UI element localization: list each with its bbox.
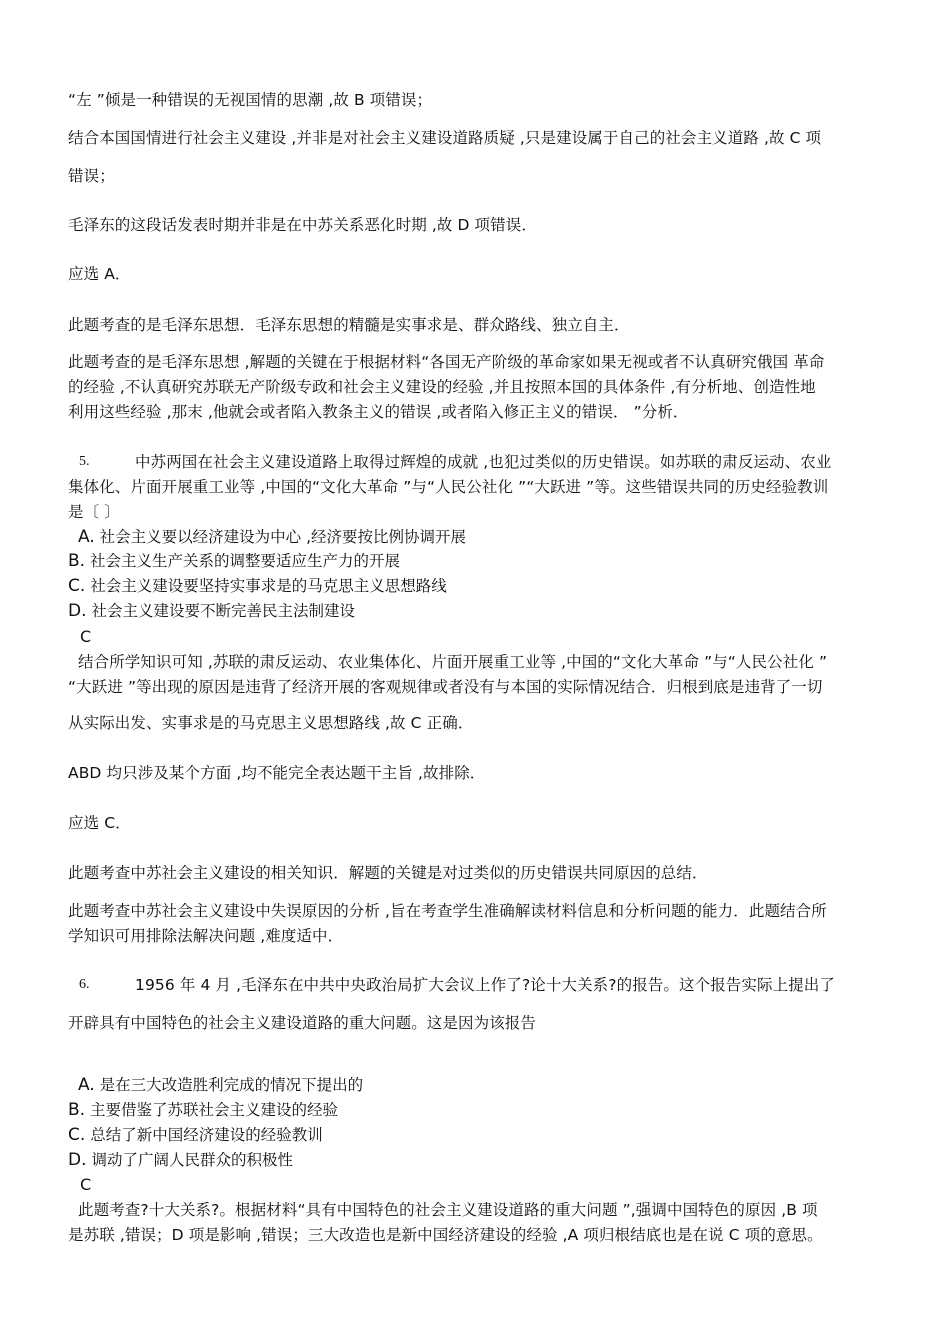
explanation-line: ABD 均只涉及某个方面 ,均不能完全表达题干主旨 ,故排除． (68, 764, 486, 782)
answer-line: 应选 A． (68, 265, 131, 283)
option-b (68, 1100, 338, 1120)
option-text: 是在三大改造胜利完成的情况下提出的 (99, 1076, 364, 1094)
option-a (78, 1075, 363, 1095)
option-text: 社会主义生产关系的调整要适应生产力的开展 (90, 552, 401, 570)
comment-line: 的经验 ,不认真研究苏联无产阶级专政和社会主义建设的经验 ,并且按照本国的具体条件 ,有分析地、创造性地 (68, 378, 816, 396)
option-letter: D. (68, 1150, 87, 1170)
question-stem: 1956 年 4 月 ,毛泽东在中共中央政治局扩大会议上作了?论十大关系?的报告。这个报告实际上提出了 (135, 976, 835, 994)
option-a (78, 527, 466, 547)
question-number: 6. (79, 977, 90, 992)
option-letter: C. (68, 576, 86, 596)
comment-line: 此题考查中苏社会主义建设中失误原因的分析 ,旨在考查学生准确解读材料信息和分析问题的能力．此题结合所 (68, 902, 827, 920)
option-c (68, 1125, 323, 1145)
answer-letter: C (80, 1175, 92, 1194)
answer-letter: C (80, 627, 92, 646)
option-letter: A. (78, 527, 95, 547)
option-letter: B. (68, 1100, 86, 1120)
option-text: 社会主义要以经济建设为中心 ,经济要按比例协调开展 (99, 528, 467, 546)
option-letter: B. (68, 551, 86, 571)
option-letter: D. (68, 601, 87, 621)
question-number: 5. (79, 454, 90, 469)
answer-line: 应选 C． (68, 814, 131, 832)
option-text: 总结了新中国经济建设的经验教训 (90, 1126, 323, 1144)
option-d (68, 1150, 293, 1170)
question-stem: 是〔 〕 (68, 503, 120, 521)
analysis-line: 此题考查中苏社会主义建设的相关知识．解题的关键是对过类似的历史错误共同原因的总结． (68, 864, 708, 882)
option-letter: A. (78, 1075, 95, 1095)
explanation-line: “左 ”倾是一种错误的无视国情的思潮 ,故 B 项错误； (68, 91, 433, 109)
option-b (68, 551, 400, 571)
analysis-line: 此题考查的是毛泽东思想．毛泽东思想的精髓是实事求是、群众路线、独立自主． (68, 316, 630, 334)
explanation-line: 毛泽东的这段话发表时期并非是在中苏关系恶化时期 ,故 D 项错误． (68, 216, 537, 234)
explanation-line: 此题考查?十大关系?。根据材料“具有中国特色的社会主义建设道路的重大问题 ”,强调中国特色的原因 ,B 项 (78, 1201, 818, 1219)
question-stem: 开辟具有中国特色的社会主义建设道路的重大问题。这是因为该报告 (68, 1014, 537, 1032)
option-d (68, 601, 355, 621)
comment-line: 利用这些经验 ,那末 ,他就会或者陷入教条主义的错误 ,或者陷入修正主义的错误． ”分析． (68, 403, 689, 421)
question-stem: 集体化、片面开展重工业等 ,中国的“文化大革命 ”与“人民公社化 ”“大跃进 ”等。这些错误共同的历史经验教训 (68, 478, 829, 496)
question-stem: 中苏两国在社会主义建设道路上取得过辉煌的成就 ,也犯过类似的历史错误。如苏联的肃反运动、农业 (135, 453, 832, 471)
option-c (68, 576, 447, 596)
option-letter: C. (68, 1125, 86, 1145)
option-text: 主要借鉴了苏联社会主义建设的经验 (90, 1101, 339, 1119)
option-text: 社会主义建设要不断完善民主法制建设 (91, 602, 355, 620)
explanation-line: 结合所学知识可知 ,苏联的肃反运动、农业集体化、片面开展重工业等 ,中国的“文化大革命 ”与“人民公社化 ” (78, 653, 828, 671)
comment-line: 学知识可用排除法解决问题 ,难度适中． (68, 927, 344, 945)
option-text: 社会主义建设要坚持实事求是的马克思主义思想路线 (90, 577, 447, 595)
explanation-line: 错误； (68, 167, 115, 185)
explanation-line: 从实际出发、实事求是的马克思主义思想路线 ,故 C 正确． (68, 714, 474, 732)
explanation-line: “大跃进 ”等出现的原因是违背了经济开展的客观规律或者没有与本国的实际情况结合．归根到底是违背了一切 (68, 678, 823, 696)
option-text: 调动了广阔人民群众的积极性 (91, 1151, 293, 1169)
explanation-line: 是苏联 ,错误；D 项是影响 ,错误；三大改造也是新中国经济建设的经验 ,A 项归根结底也是在说 C 项的意思。 (68, 1226, 823, 1244)
explanation-line: 结合本国国情进行社会主义建设 ,并非是对社会主义建设道路质疑 ,只是建设属于自己的社会主义道路 ,故 C 项 (68, 129, 822, 147)
comment-line: 此题考查的是毛泽东思想 ,解题的关键在于根据材料“各国无产阶级的革命家如果无视或者不认真研究俄国 革命 (68, 353, 825, 371)
